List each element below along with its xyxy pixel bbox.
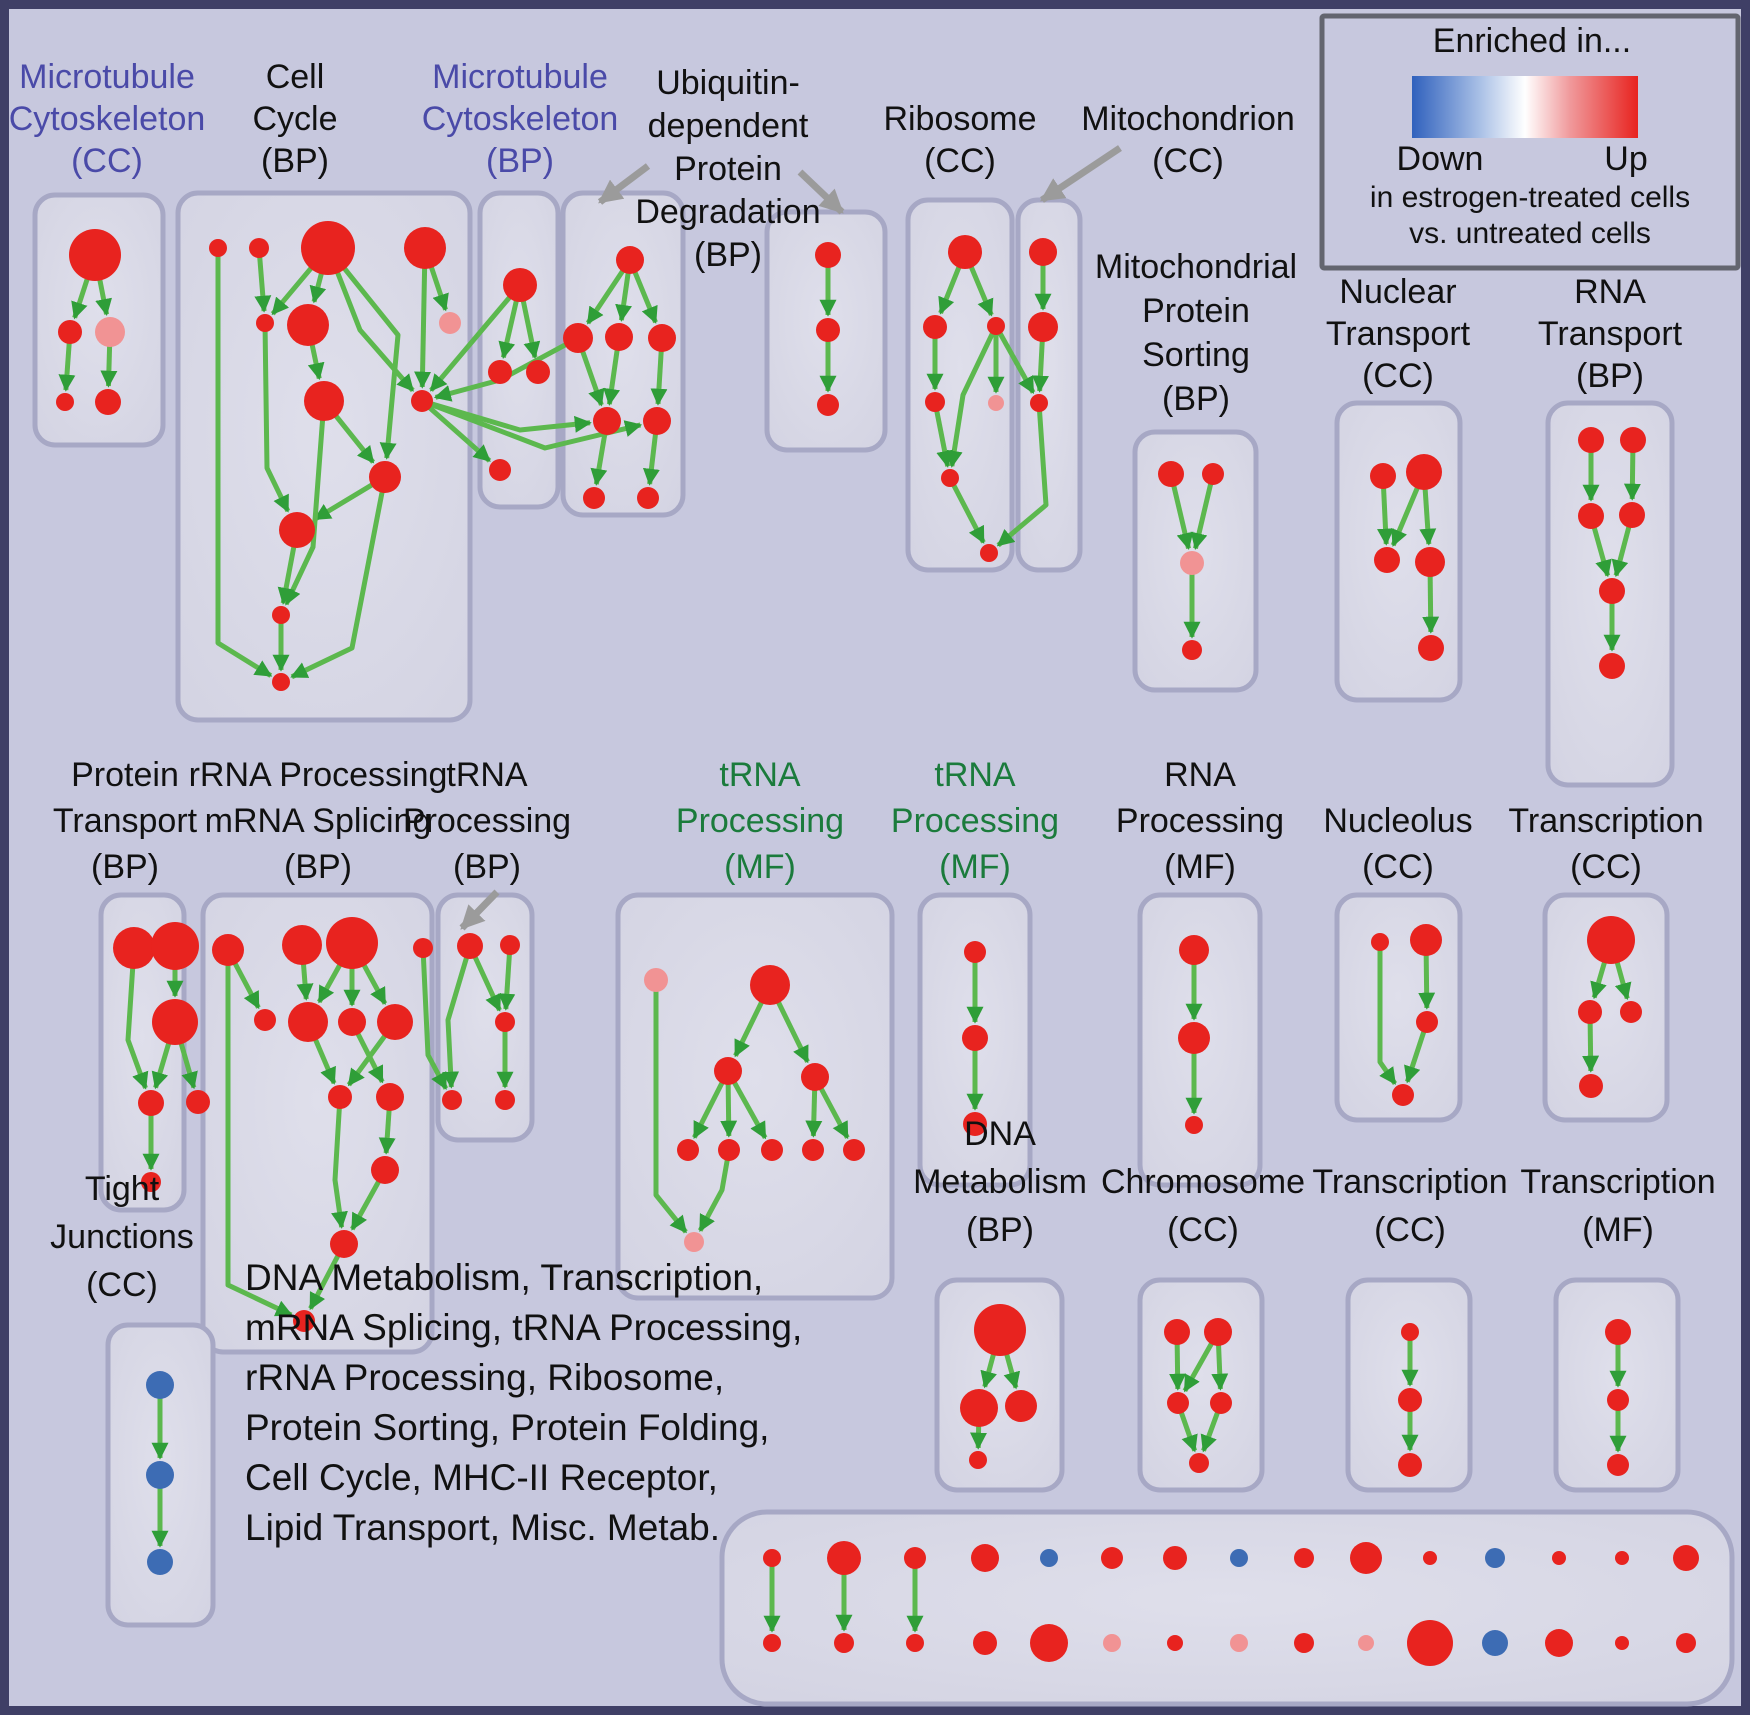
grid-node-top-13 — [1615, 1551, 1629, 1565]
grid-node-bottom-7 — [1230, 1634, 1248, 1652]
cluster-label-transcription-cc-bottom: Transcription (CC) — [1312, 1163, 1508, 1249]
node-rrna-mrna-m4 — [377, 1004, 413, 1040]
node-trna-mf-small-sm2 — [962, 1025, 988, 1051]
grid-node-bottom-3 — [973, 1631, 997, 1655]
node-transcription-cc-mid-tc4 — [1579, 1074, 1603, 1098]
node-trna-mf-big-pkb — [684, 1232, 704, 1252]
cluster-label-dna-metabolism: DNA Metabolism (BP) — [913, 1115, 1087, 1249]
grid-node-top-3 — [971, 1544, 999, 1572]
node-trna-mf-big-mfr — [801, 1063, 829, 1091]
node-trna-mf-big-pkt — [644, 968, 668, 992]
node-mito-sorting-ms1 — [1158, 461, 1184, 487]
cluster-label-microtubule-bp: Microtubule Cytoskeleton (BP) — [421, 58, 619, 180]
grid-node-top-4 — [1040, 1549, 1058, 1567]
grid-node-top-9 — [1350, 1542, 1382, 1574]
cluster-label-protein-transport: Protein Transport (BP) — [52, 756, 198, 886]
node-tight-junctions-tj2 — [146, 1461, 174, 1489]
node-microtubule-cc-E — [95, 389, 121, 415]
node-rrna-mrna-n2 — [282, 925, 322, 965]
node-transcription-mf-tm3 — [1607, 1454, 1629, 1476]
cluster-box-microtubule-bp — [480, 193, 558, 507]
node-trna-mf-big-f2 — [718, 1139, 740, 1161]
node-trna-bp-tbr — [495, 1090, 515, 1110]
node-cell-cycle-j — [369, 461, 401, 493]
node-protein-transport-pt1 — [113, 927, 155, 969]
node-trna-mf-big-f3 — [761, 1139, 783, 1161]
node-cell-cycle-m — [272, 673, 290, 691]
node-nuclear-transport-nt1 — [1370, 463, 1396, 489]
node-trna-mf-big-big — [750, 965, 790, 1005]
node-nuclear-transport-nt5 — [1418, 635, 1444, 661]
cluster-box-misc-grid — [722, 1512, 1732, 1704]
legend-subtitle-1: in estrogen-treated cells — [1369, 181, 1691, 214]
node-rna-transport-r6 — [1599, 653, 1625, 679]
node-ubiq-net-dmR — [648, 324, 676, 352]
node-rrna-mrna-l2 — [376, 1083, 404, 1111]
node-nuclear-transport-nt4 — [1415, 547, 1445, 577]
grid-node-bottom-11 — [1482, 1630, 1508, 1656]
node-trna-bp-tb2 — [500, 935, 520, 955]
node-mitochondrion-cc-mt — [1029, 238, 1057, 266]
node-microtubule-cc-A — [69, 229, 121, 281]
node-cell-cycle-c — [301, 221, 355, 275]
grid-node-top-7 — [1230, 1549, 1248, 1567]
node-ubiq-chain-e2 — [816, 318, 840, 342]
node-rrna-mrna-n3 — [326, 917, 378, 969]
node-trna-mf-small-sm1 — [964, 941, 986, 963]
node-mitochondrion-cc-mm — [1028, 312, 1058, 342]
node-ubiq-net-dlR — [643, 407, 671, 435]
node-chromosome-ch1 — [1164, 1319, 1190, 1345]
node-rrna-mrna-m1 — [254, 1009, 276, 1031]
grid-node-top-0 — [763, 1549, 781, 1567]
grid-node-top-10 — [1423, 1551, 1437, 1565]
legend-up-label: Up — [1604, 140, 1648, 178]
node-rrna-mrna-m2 — [288, 1002, 328, 1042]
node-ribosome-cc-rmR — [987, 317, 1005, 335]
node-rna-mf-rp3 — [1185, 1116, 1203, 1134]
node-mitochondrion-cc-sh — [1030, 394, 1048, 412]
node-mito-sorting-msp — [1180, 551, 1204, 575]
node-ubiq-net-dmL — [563, 323, 593, 353]
node-transcription-cc-bottom-tx2 — [1398, 1388, 1422, 1412]
grid-node-bottom-8 — [1294, 1633, 1314, 1653]
node-rrna-mrna-n4 — [413, 938, 433, 958]
legend-subtitle-2: vs. untreated cells — [1409, 217, 1651, 250]
node-cell-cycle-d — [404, 227, 446, 269]
legend-title: Enriched in... — [1432, 22, 1632, 60]
node-cell-cycle-l — [272, 606, 290, 624]
grid-node-bottom-13 — [1615, 1636, 1629, 1650]
grid-node-bottom-4 — [1030, 1624, 1068, 1662]
cluster-label-trna-mf-small: tRNA Processing (MF) — [890, 756, 1060, 886]
node-mito-sorting-ms2 — [1202, 463, 1224, 485]
node-nucleolus-nu2 — [1410, 924, 1442, 956]
cluster-label-trna-mf-big: tRNA Processing (MF) — [675, 756, 845, 886]
node-trna-mf-big-f5 — [843, 1139, 865, 1161]
grid-node-top-14 — [1673, 1545, 1699, 1571]
node-ribosome-cc-rt — [948, 235, 982, 269]
node-protein-transport-pt2 — [151, 922, 199, 970]
node-tight-junctions-tj3 — [147, 1549, 173, 1575]
node-ubiq-net-dbL — [583, 487, 605, 509]
node-transcription-mf-tm1 — [1605, 1319, 1631, 1345]
grid-node-bottom-10 — [1407, 1620, 1453, 1666]
node-nuclear-transport-nt3 — [1374, 547, 1400, 573]
node-rna-mf-rp1 — [1179, 935, 1209, 965]
node-microtubule-cc-D — [56, 393, 74, 411]
node-rna-transport-r1 — [1578, 427, 1604, 453]
node-trna-mf-big-f4 — [802, 1139, 824, 1161]
node-trna-mf-big-mfl — [714, 1057, 742, 1085]
node-microtubule-bp-u — [488, 360, 512, 384]
node-rrna-mrna-l1 — [328, 1085, 352, 1109]
node-rrna-mrna-s1 — [371, 1156, 399, 1184]
node-nuclear-transport-nt2 — [1406, 454, 1442, 490]
node-ubiq-net-dlL — [593, 407, 621, 435]
node-trna-bp-tbl — [442, 1090, 462, 1110]
grid-node-top-5 — [1101, 1547, 1123, 1569]
grid-node-bottom-0 — [763, 1634, 781, 1652]
node-rna-transport-r5 — [1599, 578, 1625, 604]
node-trna-mf-big-f1 — [677, 1139, 699, 1161]
node-transcription-cc-mid-tc1 — [1587, 916, 1635, 964]
node-dna-metabolism-dn4 — [969, 1451, 987, 1469]
node-chromosome-ch5 — [1189, 1453, 1209, 1473]
grid-node-top-2 — [904, 1547, 926, 1569]
node-ribosome-cc-rbM — [941, 469, 959, 487]
node-rrna-mrna-s2 — [330, 1230, 358, 1258]
node-chromosome-ch4 — [1210, 1392, 1232, 1414]
node-protein-transport-pm — [152, 999, 198, 1045]
node-ribosome-cc-rb — [980, 544, 998, 562]
grid-node-bottom-6 — [1167, 1635, 1183, 1651]
cluster-label-trna-bp: tRNA Processing (BP) — [402, 756, 572, 886]
cluster-label-mito-sorting: Mitochondrial Protein Sorting (BP) — [1094, 248, 1298, 418]
node-transcription-cc-bottom-tx1 — [1401, 1323, 1419, 1341]
cluster-label-rrna-mrna: rRNA Processing mRNA Splicing (BP) — [188, 756, 448, 886]
node-ubiq-net-dmC — [605, 323, 633, 351]
cluster-label-microtubule-cc: Microtubule Cytoskeleton (CC) — [8, 58, 206, 180]
node-transcription-cc-mid-tc3 — [1620, 1001, 1642, 1023]
node-transcription-cc-mid-tc2 — [1578, 1000, 1602, 1024]
grid-node-top-8 — [1294, 1548, 1314, 1568]
node-chromosome-ch3 — [1167, 1392, 1189, 1414]
node-trna-bp-tb1 — [457, 933, 483, 959]
cluster-label-nuclear-transport: Nuclear Transport (CC) — [1325, 273, 1471, 395]
node-chromosome-ch2 — [1204, 1318, 1232, 1346]
cluster-label-transcription-mf: Transcription (MF) — [1520, 1163, 1716, 1249]
node-mito-sorting-msb — [1182, 640, 1202, 660]
node-ribosome-cc-rp — [988, 395, 1004, 411]
node-microtubule-bp-v — [526, 360, 550, 384]
node-transcription-mf-tm2 — [1607, 1389, 1629, 1411]
cluster-label-transcription-cc-mid: Transcription (CC) — [1508, 802, 1704, 886]
node-nucleolus-nu4 — [1392, 1084, 1414, 1106]
node-cell-cycle-f — [287, 304, 329, 346]
grid-node-top-11 — [1485, 1548, 1505, 1568]
ubiquitin-label: Ubiquitin-dependent Protein Degradation (BP) — [635, 64, 821, 274]
cluster-label-tight-junctions: Tight Junctions (CC) — [50, 1170, 194, 1304]
cluster-label-chromosome: Chromosome (CC) — [1100, 1163, 1306, 1249]
node-rrna-mrna-l3 — [186, 1090, 210, 1114]
node-rna-transport-r4 — [1619, 502, 1645, 528]
node-nucleolus-nu1 — [1371, 933, 1389, 951]
node-dna-metabolism-dn3 — [1005, 1390, 1037, 1422]
node-microtubule-bp-w — [489, 459, 511, 481]
node-rrna-mrna-n1 — [212, 934, 244, 966]
node-ubiq-net-dbR — [637, 487, 659, 509]
cluster-label-mitochondrion-cc: Mitochondrion (CC) — [1081, 100, 1295, 180]
cluster-label-rna-transport: RNA Transport (BP) — [1537, 273, 1683, 395]
node-ubiq-chain-e3 — [817, 394, 839, 416]
node-protein-transport-pll — [138, 1090, 164, 1116]
legend-gradient-bar — [1412, 76, 1638, 138]
cluster-label-nucleolus: Nucleolus (CC) — [1323, 802, 1473, 886]
node-cell-cycle-a — [209, 239, 227, 257]
node-cell-cycle-b — [249, 238, 269, 258]
grid-node-bottom-12 — [1545, 1629, 1573, 1657]
node-ribosome-cc-rmL — [923, 315, 947, 339]
grid-node-top-6 — [1163, 1546, 1187, 1570]
grid-node-bottom-5 — [1103, 1634, 1121, 1652]
node-microtubule-cc-B — [58, 320, 82, 344]
node-tight-junctions-tj1 — [146, 1371, 174, 1399]
grid-node-bottom-9 — [1358, 1635, 1374, 1651]
node-cell-cycle-k — [279, 512, 315, 548]
grid-node-bottom-14 — [1676, 1633, 1696, 1653]
node-ubiq-chain-e1 — [815, 242, 841, 268]
node-dna-metabolism-dn1 — [974, 1304, 1026, 1356]
node-trna-bp-tbm — [495, 1012, 515, 1032]
node-microtubule-bp-t — [503, 268, 537, 302]
node-nucleolus-nu3 — [1416, 1011, 1438, 1033]
node-dna-metabolism-dn2 — [960, 1389, 998, 1427]
grid-node-top-1 — [827, 1541, 861, 1575]
cluster-box-trna-mf-big — [618, 895, 892, 1298]
grid-node-bottom-1 — [834, 1633, 854, 1653]
cluster-label-rna-mf: RNA Processing (MF) — [1115, 756, 1285, 886]
node-cell-cycle-i — [411, 390, 433, 412]
cluster-label-cell-cycle: Cell Cycle (BP) — [252, 58, 338, 180]
node-microtubule-cc-C — [95, 317, 125, 347]
node-ribosome-cc-rlL — [925, 392, 945, 412]
legend-down-label: Down — [1396, 140, 1484, 178]
node-ubiq-net-dt — [616, 246, 644, 274]
node-rrna-mrna-m3 — [338, 1008, 366, 1036]
misc-categories-text: DNA Metabolism, Transcription, mRNA Splicing, tRNA Processing, rRNA Processing, Ribosome, Protein Sorting, Protein Folding, Cell Cycle, MHC-II Receptor, Lipid Transport, Misc. Metab. — [245, 1257, 803, 1548]
grid-node-top-12 — [1552, 1551, 1566, 1565]
cluster-label-ribosome-cc: Ribosome (CC) — [883, 100, 1037, 180]
node-transcription-cc-bottom-tx3 — [1398, 1453, 1422, 1477]
node-rna-mf-rp2 — [1178, 1022, 1210, 1054]
node-cell-cycle-g — [439, 312, 461, 334]
node-cell-cycle-h — [304, 381, 344, 421]
node-rna-transport-r2 — [1620, 427, 1646, 453]
grid-node-bottom-2 — [906, 1634, 924, 1652]
node-rna-transport-r3 — [1578, 503, 1604, 529]
node-cell-cycle-e — [256, 314, 274, 332]
